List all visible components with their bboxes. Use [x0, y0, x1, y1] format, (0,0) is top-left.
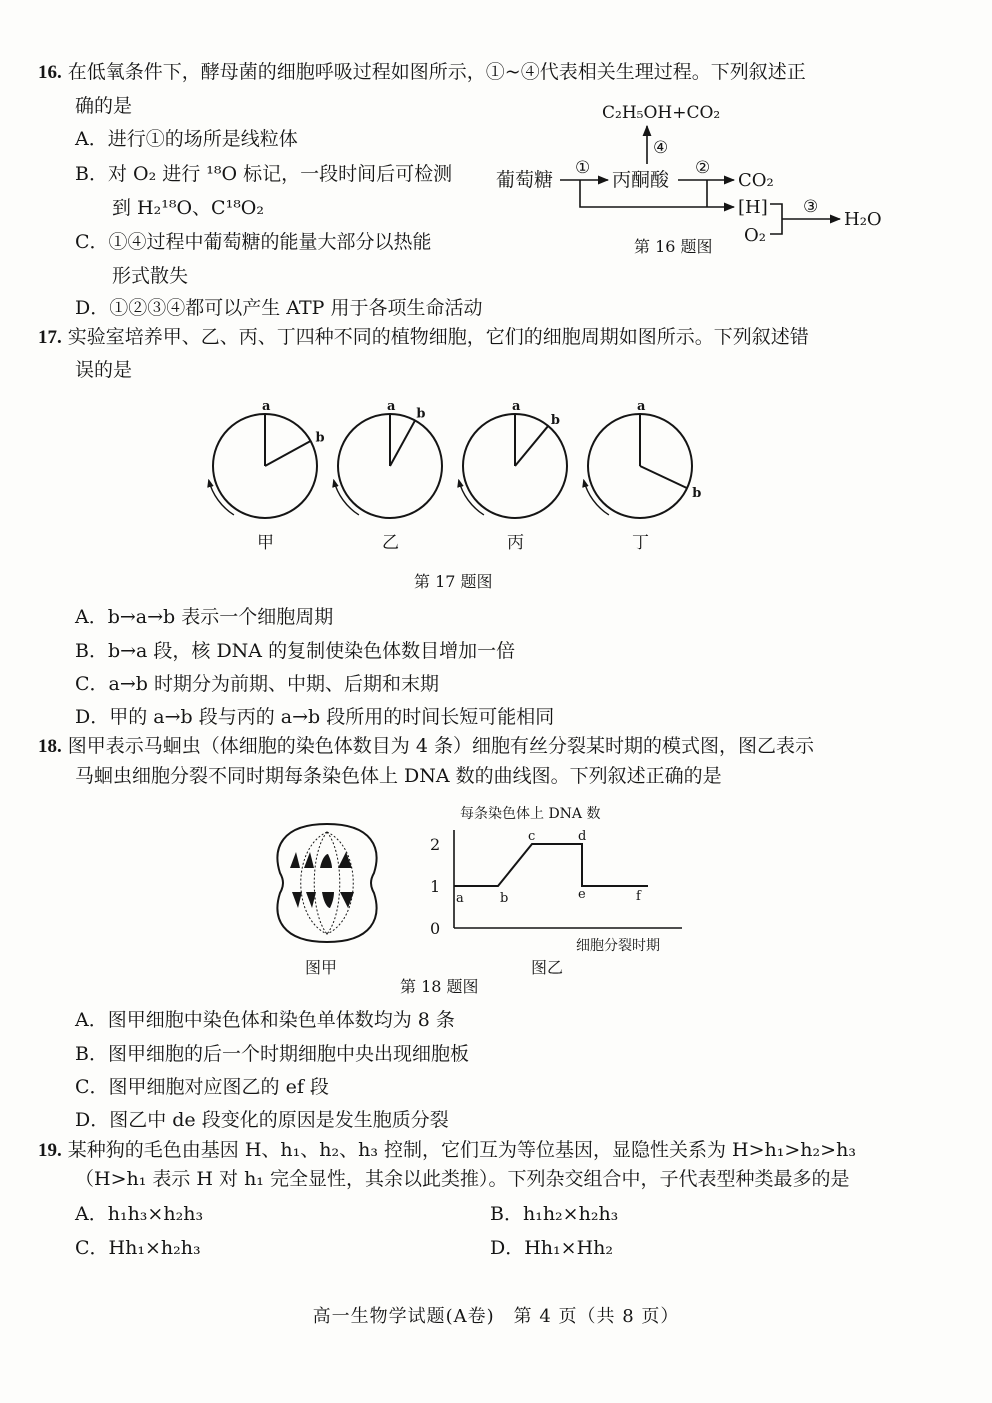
q18-dna-line-chart	[420, 800, 700, 960]
y-tick-label: 2	[430, 835, 441, 854]
label-a: a	[637, 399, 646, 414]
cycle-direction-arrow	[459, 480, 484, 515]
q18-stem-line2: 马蛔虫细胞分裂不同时期每条染色体上 DNA 数的曲线图。下列叙述正确的是	[75, 765, 722, 787]
q19-option-c: C．Hh₁×h₂h₃	[75, 1237, 201, 1259]
q18-stem-line1	[38, 734, 814, 759]
q18-option-b: B．图甲细胞的后一个时期细胞中央出现细胞板	[75, 1043, 469, 1065]
nadh-label: [H]	[738, 197, 768, 218]
dna-series-line	[454, 844, 648, 886]
q18-option-d: D．图乙中 de 段变化的原因是发生胞质分裂	[75, 1109, 449, 1131]
q17-option-b: B．b→a 段，核 DNA 的复制使染色体数目增加一倍	[75, 640, 516, 662]
chart-y-label: 每条染色体上 DNA 数	[460, 806, 601, 822]
label-a: a	[387, 399, 396, 414]
label-b: b	[416, 406, 426, 422]
q18-figure-a-label: 图甲	[305, 958, 338, 977]
process-2-label: ②	[695, 158, 711, 178]
q16-stem-line1	[38, 60, 806, 85]
circle-name-label: 丁	[632, 533, 649, 553]
circle-name-label: 丙	[507, 533, 524, 553]
q17-number: 17.	[38, 327, 62, 348]
process-1-label: ①	[575, 158, 591, 178]
q17-cell-cycle-figure	[190, 390, 730, 565]
q17-option-d: D．甲的 a→b 段与丙的 a→b 段所用的时间长短可能相同	[75, 706, 555, 728]
q18-stem-text: 图甲表示马蛔虫（体细胞的染色体数目为 4 条）细胞有丝分裂某时期的模式图，图乙表示	[67, 735, 814, 757]
q17-option-c: C．a→b 时期分为前期、中期、后期和末期	[75, 673, 439, 695]
label-b: b	[550, 412, 560, 428]
label-a: a	[262, 399, 271, 414]
q18-figure-b-label: 图乙	[531, 958, 564, 977]
point-label: a	[456, 891, 464, 906]
q17-stem-line2: 误的是	[75, 359, 133, 381]
q18-cell-figure	[262, 818, 392, 948]
radius-b	[390, 420, 415, 466]
q19-option-b: B．h₁h₂×h₂h₃	[490, 1203, 619, 1225]
q16-number: 16.	[38, 62, 62, 83]
o2-label: O₂	[744, 225, 766, 246]
q18-option-a: A．图甲细胞中染色体和染色单体数均为 8 条	[75, 1009, 455, 1031]
q16-stem-line2: 确的是	[75, 95, 133, 117]
water-label: H₂O	[844, 209, 882, 230]
chart-x-label: 细胞分裂时期	[576, 938, 660, 954]
q17-figure-caption: 第 17 题图	[414, 572, 493, 591]
q16-stem-text: 在低氧条件下，酵母菌的细胞呼吸过程如图所示，①~④代表相关生理过程。下列叙述正	[67, 61, 806, 83]
q17-option-a: A．b→a→b 表示一个细胞周期	[75, 606, 334, 628]
q19-number: 19.	[38, 1140, 62, 1161]
point-label: d	[578, 829, 587, 844]
radius-b	[640, 466, 687, 488]
q19-stem-text: 某种狗的毛色由基因 H、h₁、h₂、h₃ 控制，它们互为等位基因，显隐性关系为 H>h₁>h₂>h₃	[67, 1139, 856, 1161]
process-3-label: ③	[803, 197, 819, 217]
q16-respiration-diagram	[490, 96, 910, 266]
y-tick-label: 1	[430, 877, 441, 896]
q16-option-b-line1: B．对 O₂ 进行 ¹⁸O 标记，一段时间后可检测	[75, 163, 453, 185]
ethanol-co2-label: C₂H₅OH+CO₂	[602, 103, 721, 123]
pyruvate-label: 丙酮酸	[612, 169, 670, 191]
q16-option-a: A．进行①的场所是线粒体	[75, 128, 298, 150]
page-footer: 高一生物学试题(A卷) 第 4 页（共 8 页）	[312, 1306, 680, 1327]
q16-option-c-line1: C．①④过程中葡萄糖的能量大部分以热能	[75, 231, 432, 253]
radius-b	[515, 426, 548, 466]
label-b: b	[315, 430, 325, 446]
radius-b	[265, 441, 311, 466]
label-a: a	[512, 399, 521, 414]
co2-label: CO₂	[738, 170, 774, 191]
q19-option-a: A．h₁h₃×h₂h₃	[75, 1203, 204, 1225]
q16-option-d: D．①②③④都可以产生 ATP 用于各项生命活动	[75, 297, 483, 319]
cycle-direction-arrow	[209, 480, 234, 515]
q18-figure-caption: 第 18 题图	[400, 977, 479, 996]
process-4-label: ④	[653, 138, 669, 158]
q16-option-b-line2: 到 H₂¹⁸O、C¹⁸O₂	[112, 197, 265, 219]
q18-number: 18.	[38, 736, 62, 757]
point-label: c	[528, 829, 536, 844]
point-label: b	[500, 891, 509, 906]
circle-name-label: 甲	[257, 533, 274, 553]
label-b: b	[692, 485, 702, 501]
cycle-direction-arrow	[584, 480, 609, 515]
point-label: f	[636, 889, 641, 904]
q17-stem-text: 实验室培养甲、乙、丙、丁四种不同的植物细胞，它们的细胞周期如图所示。下列叙述错	[67, 326, 809, 348]
q16-figure-caption: 第 16 题图	[634, 237, 713, 256]
q19-stem-line2: （H>h₁ 表示 H 对 h₁ 完全显性，其余以此类推）。下列杂交组合中，子代表型种类最多的是	[75, 1168, 850, 1190]
circle-name-label: 乙	[382, 533, 399, 553]
q17-stem-line1	[38, 325, 809, 350]
q19-option-d: D．Hh₁×Hh₂	[490, 1237, 613, 1259]
cycle-direction-arrow	[334, 480, 359, 515]
q16-option-c-line2: 形式散失	[112, 265, 189, 287]
y-tick-label: 0	[430, 919, 441, 938]
q18-option-c: C．图甲细胞对应图乙的 ef 段	[75, 1076, 329, 1098]
q19-stem-line1	[38, 1138, 856, 1163]
glucose-label: 葡萄糖	[496, 169, 554, 191]
point-label: e	[578, 887, 586, 902]
